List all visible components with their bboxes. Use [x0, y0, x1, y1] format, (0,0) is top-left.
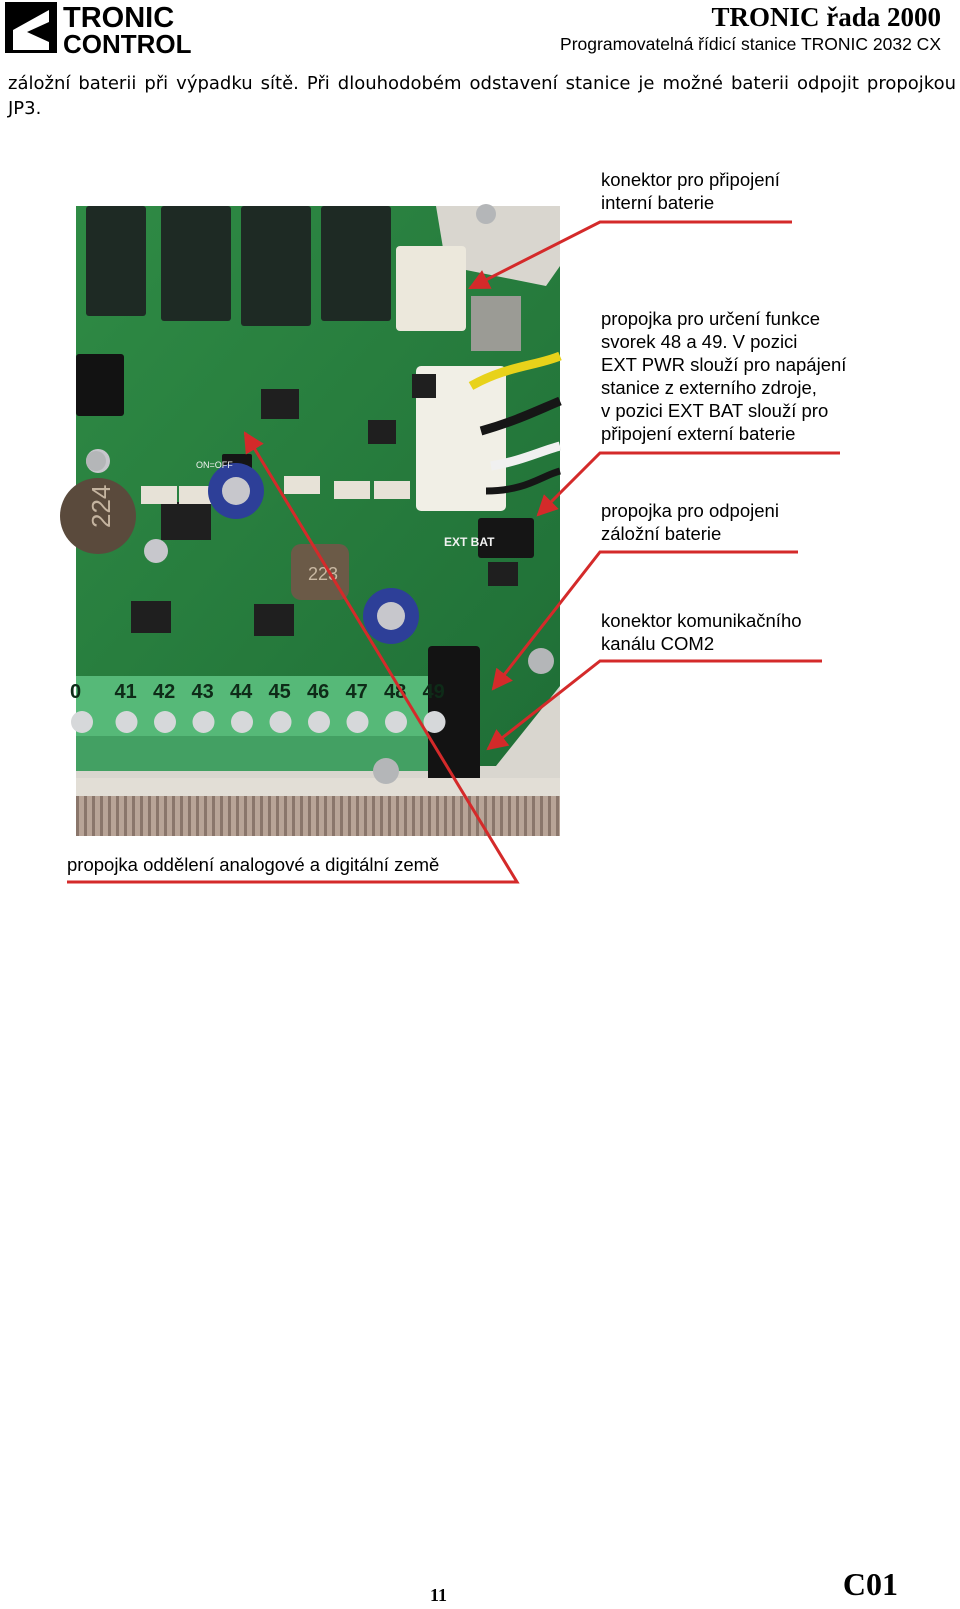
terminal-number: 41: [114, 681, 137, 703]
tronic-control-logo: [3, 0, 225, 59]
terminal-screw: [231, 711, 253, 733]
terminal-number: 49: [422, 681, 445, 703]
terminal-screw: [116, 711, 138, 733]
terminal-screw: [270, 711, 292, 733]
callout-ground: propojka oddělení analogové a digitální země: [67, 854, 440, 875]
svg-text:ON=OFF: ON=OFF: [196, 460, 233, 470]
terminal-number: 0: [70, 681, 82, 703]
terminal-number: 42: [153, 681, 176, 703]
terminal-screw: [71, 711, 93, 733]
terminal-screw: [385, 711, 407, 733]
relay: [321, 206, 391, 321]
page-code: C01: [842, 1566, 898, 1602]
terminal-screw: [347, 711, 369, 733]
terminal-number: 47: [345, 681, 368, 703]
logo-line-1: TRONIC: [63, 2, 175, 34]
terminal-number: 43: [191, 681, 214, 703]
callout-backup-battery: propojka pro odpojeni záložní baterie: [601, 500, 779, 544]
relay: [241, 206, 311, 326]
relay: [86, 206, 146, 316]
body-paragraph: záložní baterii při výpadku sítě. Při dlouhodobém odstavení stanice je možné baterii odpojit propojkou JP3.: [8, 73, 956, 119]
terminal-number: 45: [268, 681, 291, 703]
relay: [161, 206, 231, 321]
terminal-number: 48: [384, 681, 407, 703]
terminal-number: 46: [307, 681, 330, 703]
terminal-screw: [193, 711, 215, 733]
logo-line-2: CONTROL: [63, 29, 192, 59]
terminal-number: 44: [230, 681, 253, 703]
document-title: TRONIC řada 2000: [711, 2, 941, 32]
terminal-screw: [424, 711, 446, 733]
board-figure: [0, 150, 960, 910]
callout-terminal-function: propojka pro určení funkce svorek 48 a 49. V pozici EXT PWR slouží pro napájení stanice z externího zdroje, v pozici EXT BAT slouží pro připojení externí baterie: [601, 308, 847, 444]
svg-text:223: 223: [308, 564, 339, 584]
callout-internal-battery: konektor pro připojení interní baterie: [601, 169, 780, 213]
svg-text:224: 224: [86, 484, 116, 528]
terminal-screw: [154, 711, 176, 733]
terminal-screw: [308, 711, 330, 733]
battery-connector: [396, 246, 466, 331]
pcb-photo: [70, 206, 560, 836]
document-subtitle: Programovatelná řídicí stanice TRONIC 2032 CX: [560, 34, 941, 54]
page-number: 11: [430, 1585, 448, 1605]
svg-text:EXT BAT: EXT BAT: [444, 535, 495, 549]
callout-com2: konektor komunikačního kanálu COM2: [601, 610, 802, 654]
